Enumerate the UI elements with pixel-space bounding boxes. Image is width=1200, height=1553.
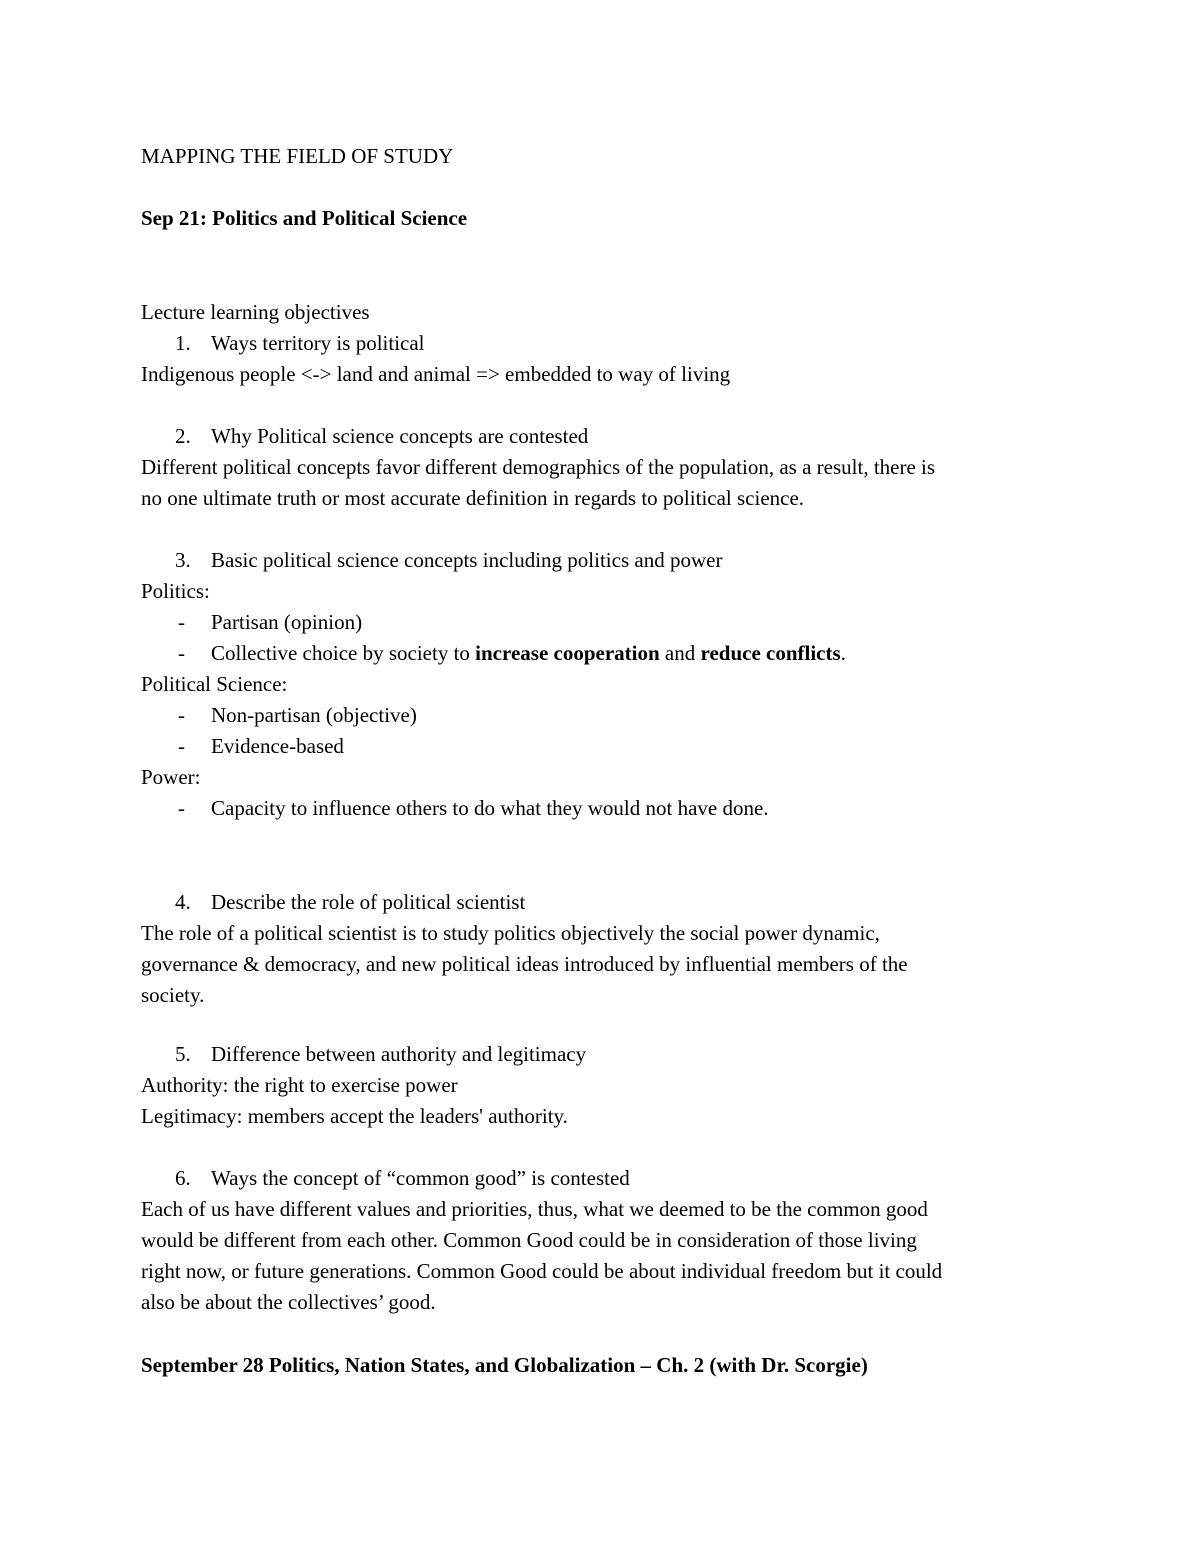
objective-2-title: Why Political science concepts are contested [211, 424, 589, 448]
objective-3-title: Basic political science concepts including politics and power [211, 548, 723, 572]
objective-1-title: Ways territory is political [211, 331, 425, 355]
objective-2-body-line: Different political concepts favor different demographics of the population, as a result, there is [141, 455, 936, 479]
objective-5-title: Difference between authority and legitimacy [211, 1042, 587, 1066]
politics-bullet-2 [211, 640, 846, 666]
bullet-dash: - [178, 796, 185, 820]
emphasis-reduce-conflicts: reduce conflicts [700, 641, 841, 665]
politics-bullet-2-period: . [840, 641, 846, 665]
objective-1-number: 1. [175, 331, 191, 355]
objective-2-number: 2. [175, 424, 191, 448]
bullet-dash: - [178, 610, 185, 634]
objective-5-body-line: Authority: the right to exercise power [141, 1073, 458, 1097]
objective-6-number: 6. [175, 1166, 191, 1190]
document-heading: MAPPING THE FIELD OF STUDY [141, 144, 454, 168]
power-label: Power: [141, 765, 201, 789]
objectives-label: Lecture learning objectives [141, 300, 370, 324]
power-bullet-1: Capacity to influence others to do what they would not have done. [211, 796, 769, 820]
section-title-sep-21: Sep 21: Politics and Political Science [141, 206, 468, 230]
objective-2-body-line: no one ultimate truth or most accurate definition in regards to political science. [141, 486, 805, 510]
objective-6-title: Ways the concept of “common good” is contested [211, 1166, 630, 1190]
bullet-dash: - [178, 703, 185, 727]
politics-bullet-2-connector: and [659, 641, 701, 665]
objective-4-number: 4. [175, 890, 191, 914]
politics-bullet-1: Partisan (opinion) [211, 610, 363, 634]
politics-bullet-2-text: Collective choice by society to [211, 641, 476, 665]
objective-6-body-line: would be different from each other. Common Good could be in consideration of those living [141, 1228, 917, 1252]
objective-6-body-line: also be about the collectives’ good. [141, 1290, 436, 1314]
political-science-bullet-1: Non-partisan (objective) [211, 703, 417, 727]
objective-5-number: 5. [175, 1042, 191, 1066]
objective-4-body-line: society. [141, 983, 205, 1007]
political-science-bullet-2: Evidence-based [211, 734, 344, 758]
objective-3-number: 3. [175, 548, 191, 572]
objective-6-body-line: Each of us have different values and priorities, thus, what we deemed to be the common good [141, 1197, 928, 1221]
emphasis-increase-cooperation: increase cooperation [475, 641, 660, 665]
objective-4-body-line: The role of a political scientist is to study politics objectively the social power dynamic, [141, 921, 880, 945]
objective-5-body-line: Legitimacy: members accept the leaders' authority. [141, 1104, 568, 1128]
objective-4-body-line: governance & democracy, and new political ideas introduced by influential members of the [141, 952, 908, 976]
objective-1-body: Indigenous people <-> land and animal => embedded to way of living [141, 362, 731, 386]
bullet-dash: - [178, 641, 185, 665]
politics-label: Politics: [141, 579, 210, 603]
political-science-label: Political Science: [141, 672, 288, 696]
section-title-sep-28: September 28 Politics, Nation States, and Globalization – Ch. 2 (with Dr. Scorgie) [141, 1353, 868, 1377]
bullet-dash: - [178, 734, 185, 758]
objective-4-title: Describe the role of political scientist [211, 890, 526, 914]
objective-6-body-line: right now, or future generations. Common Good could be about individual freedom but it could [141, 1259, 943, 1283]
